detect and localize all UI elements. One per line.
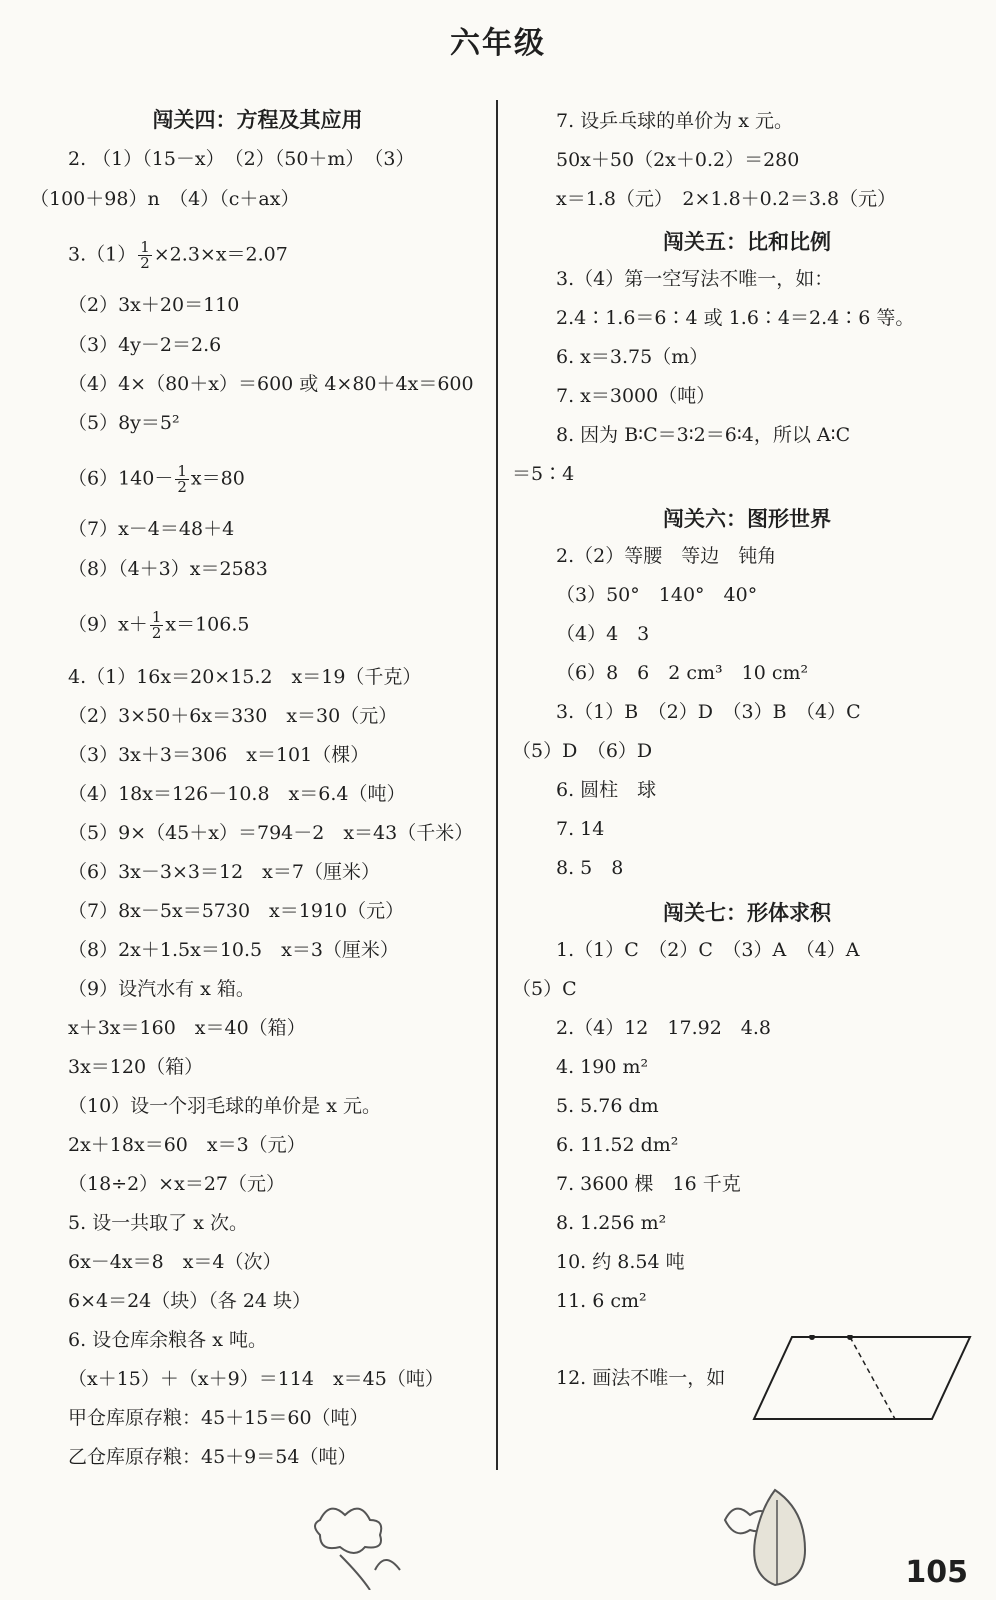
answer-line: 6. 圆柱 球 — [556, 779, 657, 801]
answer-line: 7. 3600 棵 16 千克 — [556, 1173, 741, 1195]
cartoon-decoration-icon — [300, 1480, 440, 1590]
answer-line: 2.4∶1.6＝6∶4 或 1.6∶4＝2.4∶6 等。 — [556, 307, 915, 329]
answer-line: 6. x＝3.75（m） — [556, 346, 709, 368]
answer-line: （7）8x－5x＝5730 x＝1910（元） — [68, 900, 405, 922]
answer-line: 3x＝120（箱） — [68, 1056, 204, 1078]
section-title-6: 闯关六：图形世界 — [663, 507, 831, 531]
section-title-7: 闯关七：形体求积 — [663, 901, 831, 925]
answer-line: （5）D （6）D — [512, 740, 653, 762]
answer-line: 50x＋50（2x＋0.2）＝280 — [556, 149, 800, 171]
answer-line: （2）3x＋20＝110 — [68, 294, 240, 316]
answer-line: 4. 190 m² — [556, 1056, 649, 1078]
answer-line: 7. x＝3000（吨） — [556, 385, 716, 407]
answer-line: （100＋98）n （4）（c＋ax） — [30, 188, 300, 210]
answer-line: 2. （1）（15－x） （2）（50＋m） （3） — [68, 148, 415, 170]
answer-line-fraction: （6）140－ $\frac{1}{2}$ x＝80 — [68, 462, 245, 496]
answer-line: （4）4×（80＋x）＝600 或 4×80＋4x＝600 — [68, 373, 474, 395]
answer-line: 2.（2）等腰 等边 钝角 — [556, 545, 777, 567]
answer-line: 5. 5.76 dm — [556, 1095, 659, 1117]
answer-line-fraction: 3.（1） $\frac{1}{2}$ ×2.3×x＝2.07 — [68, 238, 288, 272]
answer-line: （2）3×50＋6x＝330 x＝30（元） — [68, 705, 398, 727]
answer-line: （3）50° 140° 40° — [556, 584, 758, 606]
answer-line: （3）3x＋3＝306 x＝101（棵） — [68, 744, 370, 766]
answer-line-fraction: （9）x＋ $\frac{1}{2}$ x＝106.5 — [68, 608, 250, 642]
page-number: 105 — [905, 1555, 968, 1590]
answer-line: （4）4 3 — [556, 623, 650, 645]
parallelogram-diagram — [750, 1335, 980, 1425]
leaf-decoration-icon — [715, 1480, 825, 1590]
answer-line: （10）设一个羽毛球的单价是 x 元。 — [68, 1095, 381, 1117]
answer-line: 2x＋18x＝60 x＝3（元） — [68, 1134, 306, 1156]
section-title-4: 闯关四：方程及其应用 — [152, 108, 363, 132]
answer-line: （6）3x－3×3＝12 x＝7（厘米） — [68, 861, 380, 883]
answer-line: （9）设汽水有 x 箱。 — [68, 978, 255, 1000]
answer-line: 3.（1）B （2）D （3）B （4）C — [556, 701, 861, 723]
fraction: $\frac{1}{2}$ — [140, 238, 150, 272]
answer-line: 1.（1）C （2）C （3）A （4）A — [556, 939, 860, 961]
answer-line: 6x－4x＝8 x＝4（次） — [68, 1251, 282, 1273]
answer-line: （5）9×（45＋x）＝794－2 x＝43（千米） — [68, 822, 474, 844]
answer-line: 12. 画法不唯一，如 — [556, 1367, 726, 1389]
answer-line: （18÷2）×x＝27（元） — [68, 1173, 285, 1195]
answer-line: 甲仓库原存粮：45＋15＝60（吨） — [68, 1407, 369, 1429]
answer-line: （7）x－4＝48＋4 — [68, 518, 235, 540]
point-marker — [847, 1335, 853, 1340]
answer-line: 6. 设仓库余粮各 x 吨。 — [68, 1329, 267, 1351]
section-title-5: 闯关五：比和比例 — [663, 230, 831, 254]
answer-line: 6. 11.52 dm² — [556, 1134, 679, 1156]
answer-line: 7. 14 — [556, 818, 605, 840]
fraction: $\frac{1}{2}$ — [151, 608, 162, 642]
answer-line: （4）18x＝126－10.8 x＝6.4（吨） — [68, 783, 406, 805]
answer-line: ＝5∶4 — [512, 463, 575, 485]
answer-line: 10. 约 8.54 吨 — [556, 1251, 685, 1273]
answer-line: 3.（4）第一空写法不唯一，如： — [556, 268, 834, 290]
answer-line: 6×4＝24（块）（各 24 块） — [68, 1290, 312, 1312]
parallelogram-shape — [754, 1337, 970, 1419]
answer-line: （x＋15）＋（x＋9）＝114 x＝45（吨） — [68, 1368, 444, 1390]
answer-line: 5. 设一共取了 x 次。 — [68, 1212, 248, 1234]
cut-line — [850, 1337, 895, 1419]
answer-line: 8. 5 8 — [556, 857, 624, 879]
answer-line: 11. 6 cm² — [556, 1290, 647, 1312]
page-title: 六年级 — [450, 26, 546, 61]
answer-line: （3）4y－2＝2.6 — [68, 334, 222, 356]
answer-line: （6）8 6 2 cm³ 10 cm² — [556, 662, 809, 684]
answer-line: 8. 因为 B∶C＝3∶2＝6∶4，所以 A∶C — [556, 424, 851, 446]
answer-line: （5）8y＝5² — [68, 412, 180, 434]
answer-line: x＝1.8（元） 2×1.8＋0.2＝3.8（元） — [556, 188, 897, 210]
answer-line: （8）2x＋1.5x＝10.5 x＝3（厘米） — [68, 939, 399, 961]
fraction: $\frac{1}{2}$ — [177, 462, 187, 496]
column-divider — [496, 100, 498, 1470]
answer-line: 7. 设乒乓球的单价为 x 元。 — [556, 110, 793, 132]
answer-line: 8. 1.256 m² — [556, 1212, 667, 1234]
answer-line: （5）C — [512, 978, 577, 1000]
point-marker — [809, 1335, 815, 1340]
answer-line: x＋3x＝160 x＝40（箱） — [68, 1017, 306, 1039]
answer-line: 4.（1）16x＝20×15.2 x＝19（千克） — [68, 666, 422, 688]
answer-line: （8）（4＋3）x＝2583 — [68, 558, 268, 580]
answer-line: 2.（4）12 17.92 4.8 — [556, 1017, 772, 1039]
answer-line: 乙仓库原存粮：45＋9＝54（吨） — [68, 1446, 357, 1468]
